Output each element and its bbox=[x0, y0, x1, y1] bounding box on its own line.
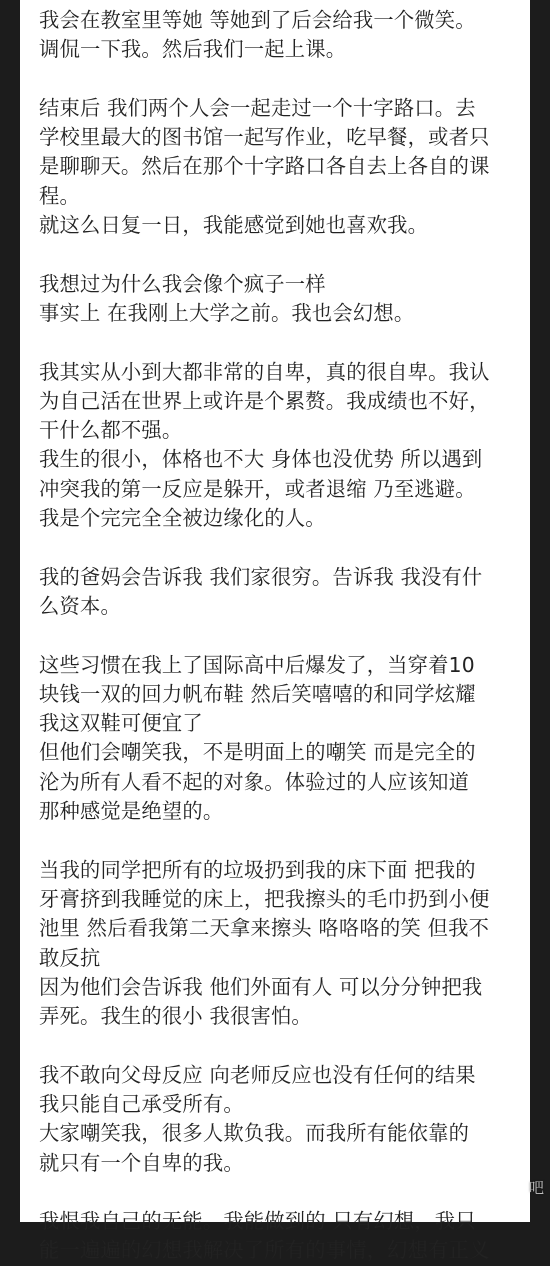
text-line: 我其实从小到大都非常的自卑，真的很自卑。我认 bbox=[39, 359, 490, 384]
text-line: 我想过为什么我会像个疯子一样 bbox=[39, 271, 326, 296]
paragraph bbox=[39, 1061, 516, 1178]
text-line: 大家嘲笑我，很多人欺负我。而我所有能依靠的 bbox=[39, 1121, 470, 1146]
text-line: 学校里最大的图书馆一起写作业，吃早餐，或者只 bbox=[39, 125, 490, 150]
text-line: 干什么都不强。 bbox=[39, 418, 183, 443]
paragraph bbox=[39, 6, 516, 65]
text-line: 就只有一个自卑的我。 bbox=[39, 1150, 244, 1175]
text-line: 沦为所有人看不起的对象。体验过的人应该知道 bbox=[39, 769, 470, 794]
paragraph bbox=[39, 651, 516, 827]
text-line: 为自己活在世界上或许是个累赘。我成绩也不好， bbox=[39, 388, 490, 413]
text-line: 我不敢向父母反应 向老师反应也没有任何的结果 bbox=[39, 1062, 476, 1087]
text-line: 我的爸妈会告诉我 我们家很穷。告诉我 我没有什 bbox=[39, 564, 483, 589]
text-line: 调侃一下我。然后我们一起上课。 bbox=[39, 37, 347, 62]
text-line: 我生的很小，体格也不大 身体也没优势 所以遇到 bbox=[39, 447, 483, 472]
watermark: 吧 bbox=[528, 1179, 544, 1197]
text-line: 我只能自己承受所有。 bbox=[39, 1091, 244, 1116]
paragraph bbox=[39, 94, 516, 240]
text-line: 块钱一双的回力帆布鞋 然后笑嘻嘻的和同学炫耀 bbox=[39, 681, 476, 706]
text-body bbox=[20, 0, 530, 1266]
text-line: 池里 然后看我第二天拿来擦头 咯咯咯的笑 但我不 bbox=[39, 916, 490, 941]
text-line: 因为他们会告诉我 他们外面有人 可以分分钟把我 bbox=[39, 974, 483, 999]
paragraph bbox=[39, 563, 516, 622]
text-line: 是聊聊天。然后在那个十字路口各自去上各自的课 bbox=[39, 154, 490, 179]
text-line: 就这么日复一日，我能感觉到她也喜欢我。 bbox=[39, 213, 429, 238]
paragraph bbox=[39, 358, 516, 534]
text-line: 我这双鞋可便宜了 bbox=[39, 711, 203, 736]
text-line: 我会在教室里等她 等她到了后会给我一个微笑。 bbox=[39, 8, 476, 32]
text-line: 这些习惯在我上了国际高中后爆发了，当穿着10 bbox=[39, 652, 475, 677]
text-line: 结束后 我们两个人会一起走过一个十字路口。去 bbox=[39, 95, 476, 120]
text-line: 程。 bbox=[39, 183, 80, 208]
document-page bbox=[20, 0, 530, 1263]
text-line: 我是个完完全全被边缘化的人。 bbox=[39, 506, 326, 531]
paragraph bbox=[39, 1207, 516, 1266]
text-line: 当我的同学把所有的垃圾扔到我的床下面 把我的 bbox=[39, 857, 476, 882]
text-line: 弄死。我生的很小 我很害怕。 bbox=[39, 1004, 312, 1029]
text-line: 事实上 在我刚上大学之前。我也会幻想。 bbox=[39, 300, 415, 325]
text-line: 但他们会嘲笑我，不是明面上的嘲笑 而是完全的 bbox=[39, 740, 476, 765]
text-line: 那种感觉是绝望的。 bbox=[39, 799, 224, 824]
text-line: 能一遍遍的幻想我解决了所有的事情，幻想有正义 bbox=[39, 1238, 490, 1263]
text-line: 敢反抗 bbox=[39, 945, 101, 970]
text-line: 我恨我自己的无能。我能做到的 只有幻想，我只 bbox=[39, 1209, 476, 1234]
text-line: 牙膏挤到我睡觉的床上，把我擦头的毛巾扔到小便 bbox=[39, 886, 490, 911]
paragraph bbox=[39, 856, 516, 1032]
text-line: 么资本。 bbox=[39, 593, 121, 618]
text-line: 冲突我的第一反应是躲开，或者退缩 乃至逃避。 bbox=[39, 476, 476, 501]
paragraph bbox=[39, 270, 516, 329]
